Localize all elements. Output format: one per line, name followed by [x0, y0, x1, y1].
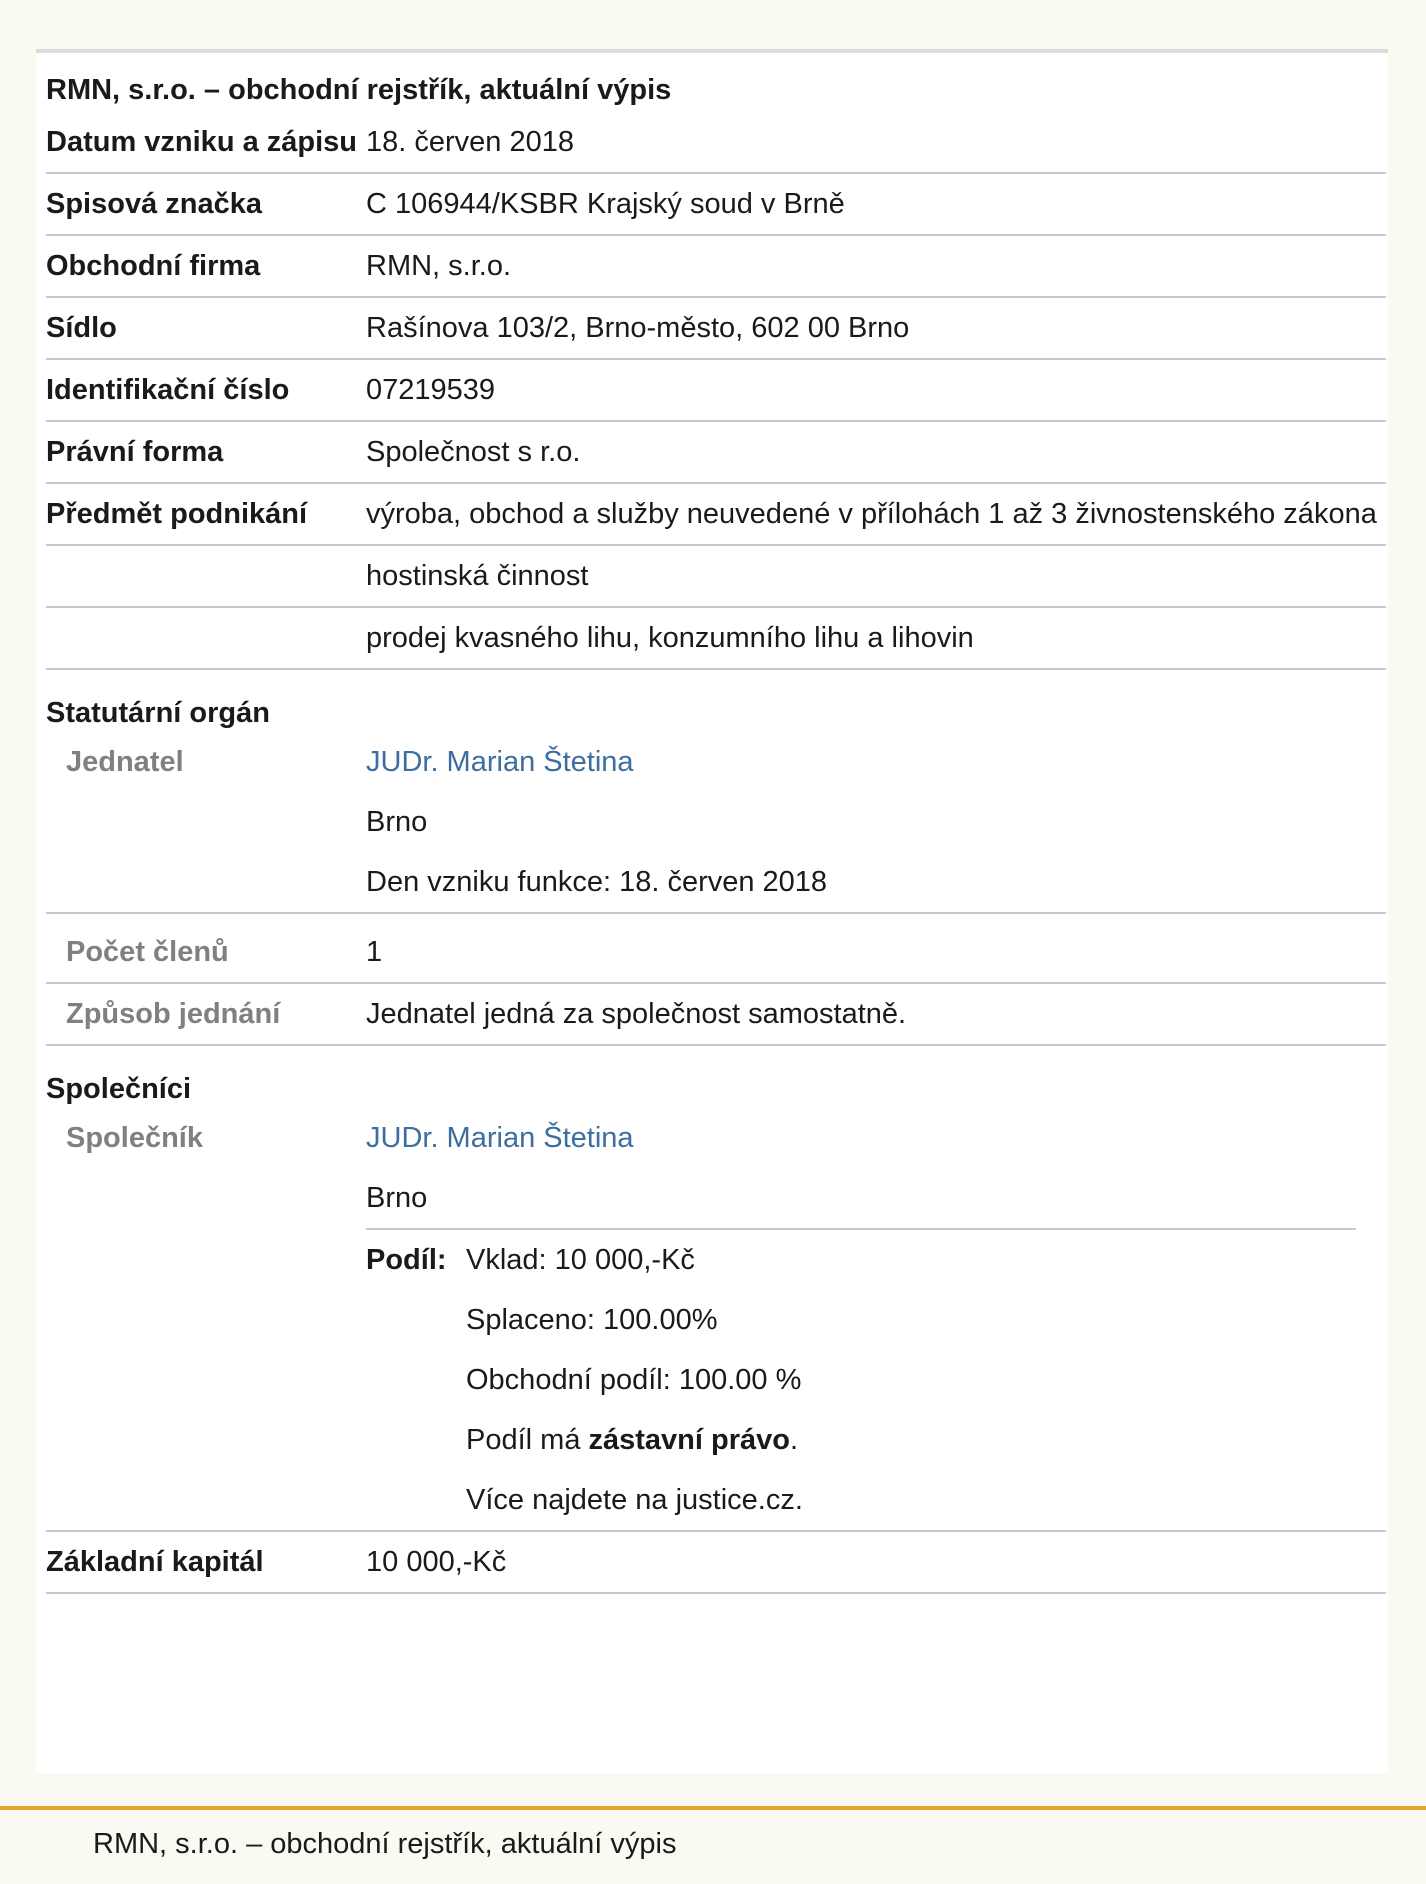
row-datum — [46, 112, 1386, 174]
row-pocet — [46, 914, 1386, 984]
zpusob-label: Způsob jednání — [66, 998, 281, 1030]
forma-label: Právní forma — [46, 436, 224, 468]
predmet-item: výroba, obchod a služby neuvedené v přílohách 1 až 3 živnostenského zákona — [366, 498, 1377, 530]
podil-block — [366, 1230, 1386, 1530]
row-sidlo — [46, 298, 1386, 360]
row-predmet-2 — [46, 546, 1386, 608]
page-title: RMN, s.r.o. – obchodní rejstřík, aktuální výpis — [46, 74, 672, 106]
jednatel-name-link[interactable]: JUDr. Marian Štetina — [366, 746, 634, 778]
row-spis — [46, 174, 1386, 236]
jednatel-details — [366, 732, 1386, 912]
predmet-label: Předmět podnikání — [46, 498, 308, 530]
spis-label: Spisová značka — [46, 188, 262, 220]
zastava-note — [466, 1410, 803, 1470]
forma-value: Společnost s r.o. — [366, 436, 581, 468]
jednatel-label: Jednatel — [66, 746, 184, 778]
statutarni-heading: Statutární orgán — [46, 697, 270, 729]
zastava-prefix: Podíl má — [466, 1424, 589, 1456]
firma-value: RMN, s.r.o. — [366, 250, 512, 282]
pocet-value: 1 — [366, 936, 383, 968]
zastava-bold: zástavní právo — [588, 1424, 790, 1456]
pocet-label: Počet členů — [66, 936, 229, 968]
ico-label: Identifikační číslo — [46, 374, 290, 406]
spolecnik-name-link[interactable]: JUDr. Marian Štetina — [366, 1122, 634, 1154]
splaceno: Splaceno: 100.00% — [466, 1304, 718, 1336]
podil-label: Podíl: — [366, 1244, 447, 1276]
spis-value: C 106944/KSBR Krajský soud v Brně — [366, 188, 845, 220]
predmet-item: prodej kvasného lihu, konzumního lihu a lihovin — [366, 622, 974, 654]
register-content — [46, 53, 1386, 1594]
zastava-suffix: . — [789, 1424, 799, 1456]
zpusob-value: Jednatel jedná za společnost samostatně. — [366, 998, 907, 1030]
datum-label: Datum vzniku a zápisu — [46, 126, 358, 158]
register-card — [36, 49, 1388, 1773]
podil-details — [466, 1230, 803, 1530]
row-spolecnik — [46, 1108, 1386, 1532]
spolecnik-label: Společník — [66, 1122, 203, 1154]
datum-value: 18. červen 2018 — [366, 126, 574, 158]
row-ico — [46, 360, 1386, 422]
vice-note: Více najdete na justice.cz. — [466, 1484, 803, 1516]
obchodni-podil: Obchodní podíl: 100.00 % — [466, 1364, 802, 1396]
jednatel-since: Den vzniku funkce: 18. červen 2018 — [366, 866, 828, 898]
kapital-value: 10 000,-Kč — [366, 1546, 507, 1578]
row-kapital — [46, 1532, 1386, 1594]
row-zpusob — [46, 984, 1386, 1046]
sidlo-value: Rašínova 103/2, Brno-město, 602 00 Brno — [366, 312, 910, 344]
sidlo-label: Sídlo — [46, 312, 117, 344]
firma-label: Obchodní firma — [46, 250, 261, 282]
row-forma — [46, 422, 1386, 484]
row-predmet-3 — [46, 608, 1386, 670]
kapital-label: Základní kapitál — [46, 1546, 264, 1578]
row-predmet-1 — [46, 484, 1386, 546]
jednatel-city: Brno — [366, 806, 428, 838]
predmet-item: hostinská činnost — [366, 560, 589, 592]
spolecnici-heading: Společníci — [46, 1073, 192, 1105]
spolecnik-city: Brno — [366, 1182, 428, 1214]
footer-title: RMN, s.r.o. – obchodní rejstřík, aktuální výpis — [93, 1828, 677, 1860]
ico-value: 07219539 — [366, 374, 496, 406]
spolecnik-details — [366, 1108, 1386, 1530]
row-jednatel — [46, 732, 1386, 914]
vklad: Vklad: 10 000,-Kč — [466, 1244, 695, 1276]
row-firma — [46, 236, 1386, 298]
